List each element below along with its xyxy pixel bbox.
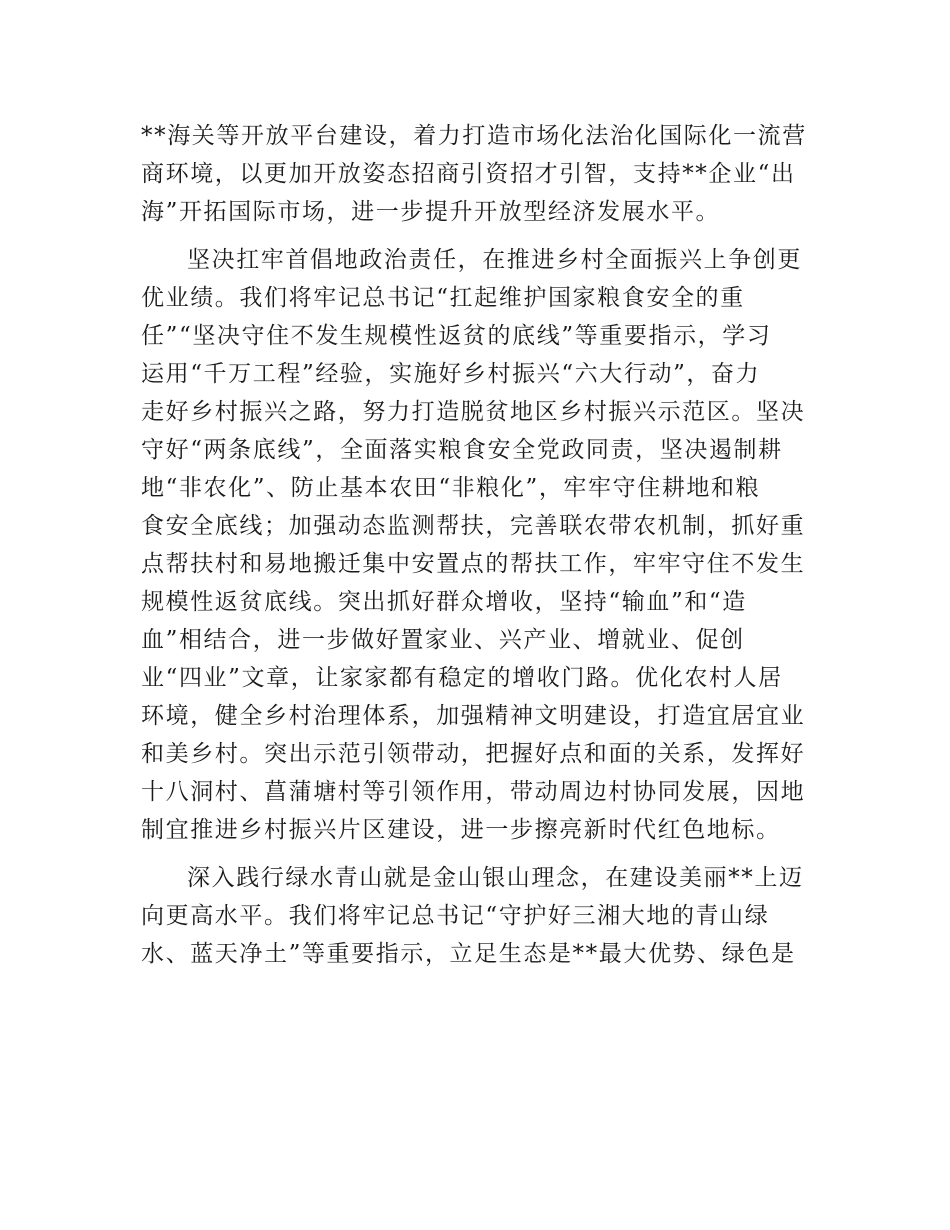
paragraph-line: 海”开拓国际市场，进一步提升开放型经济发展水平。: [141, 199, 721, 225]
paragraph-line: 商环境，以更加开放姿态招商引资招才引智，支持**企业“出: [141, 161, 796, 187]
paragraph-line: 守好“两条底线”，全面落实粮食安全党政同责，坚决遏制耕: [141, 437, 783, 463]
paragraph-line: 深入践行绿水青山就是金山银山理念，在建设美丽**上迈: [187, 865, 804, 891]
paragraph-line: 环境，健全乡村治理体系，加强精神文明建设，打造宜居宜业: [141, 703, 806, 729]
paragraph-line: 点帮扶村和易地搬迁集中安置点的帮扶工作，牢牢守住不发生: [141, 551, 806, 577]
paragraph-line: 血”相结合，进一步做好置家业、兴产业、增就业、促创: [141, 627, 745, 653]
paragraph-spacing: [141, 231, 811, 241]
paragraph-line: 十八洞村、菖蒲塘村等引领作用，带动周边村协同发展，因地: [141, 779, 806, 805]
paragraph-line: 制宜推进乡村振兴片区建设，进一步擦亮新时代红色地标。: [141, 817, 781, 843]
document-body: [141, 117, 811, 973]
paragraph-2: [141, 241, 811, 849]
paragraph-line: 运用“千万工程”经验，实施好乡村振兴“六大行动”，奋力: [141, 361, 761, 387]
paragraph-line: 地“非农化”、防止基本农田“非粮化”，牢牢守住耕地和粮: [141, 475, 761, 501]
paragraph-spacing: [141, 849, 811, 859]
paragraph-line: 优业绩。我们将牢记总书记“扛起维护国家粮食安全的重: [141, 285, 745, 311]
paragraph-line: **海关等开放平台建设，着力打造市场化法治化国际化一流营: [141, 123, 807, 149]
paragraph-line: 规模性返贫底线。突出抓好群众增收，坚持“输血”和“造: [141, 589, 747, 615]
paragraph-line: 坚决扛牢首倡地政治责任，在推进乡村全面振兴上争创更: [187, 247, 802, 273]
paragraph-line: 水、蓝天净土”等重要指示，立足生态是**最大优势、绿色是: [141, 941, 796, 967]
paragraph-line: 业“四业”文章，让家家都有稳定的增收门路。优化农村人居: [141, 665, 783, 691]
paragraph-line: 食安全底线；加强动态监测帮扶，完善联农带农机制，抓好重: [141, 513, 806, 539]
paragraph-line: 向更高水平。我们将牢记总书记“守护好三湘大地的青山绿: [141, 903, 770, 929]
paragraph-1: [141, 117, 811, 231]
paragraph-3: [141, 859, 811, 973]
paragraph-line: 任”“坚决守住不发生规模性返贫的底线”等重要指示，学习: [141, 323, 772, 349]
paragraph-line: 走好乡村振兴之路，努力打造脱贫地区乡村振兴示范区。坚决: [141, 399, 806, 425]
paragraph-line: 和美乡村。突出示范引领带动，把握好点和面的关系，发挥好: [141, 741, 806, 767]
